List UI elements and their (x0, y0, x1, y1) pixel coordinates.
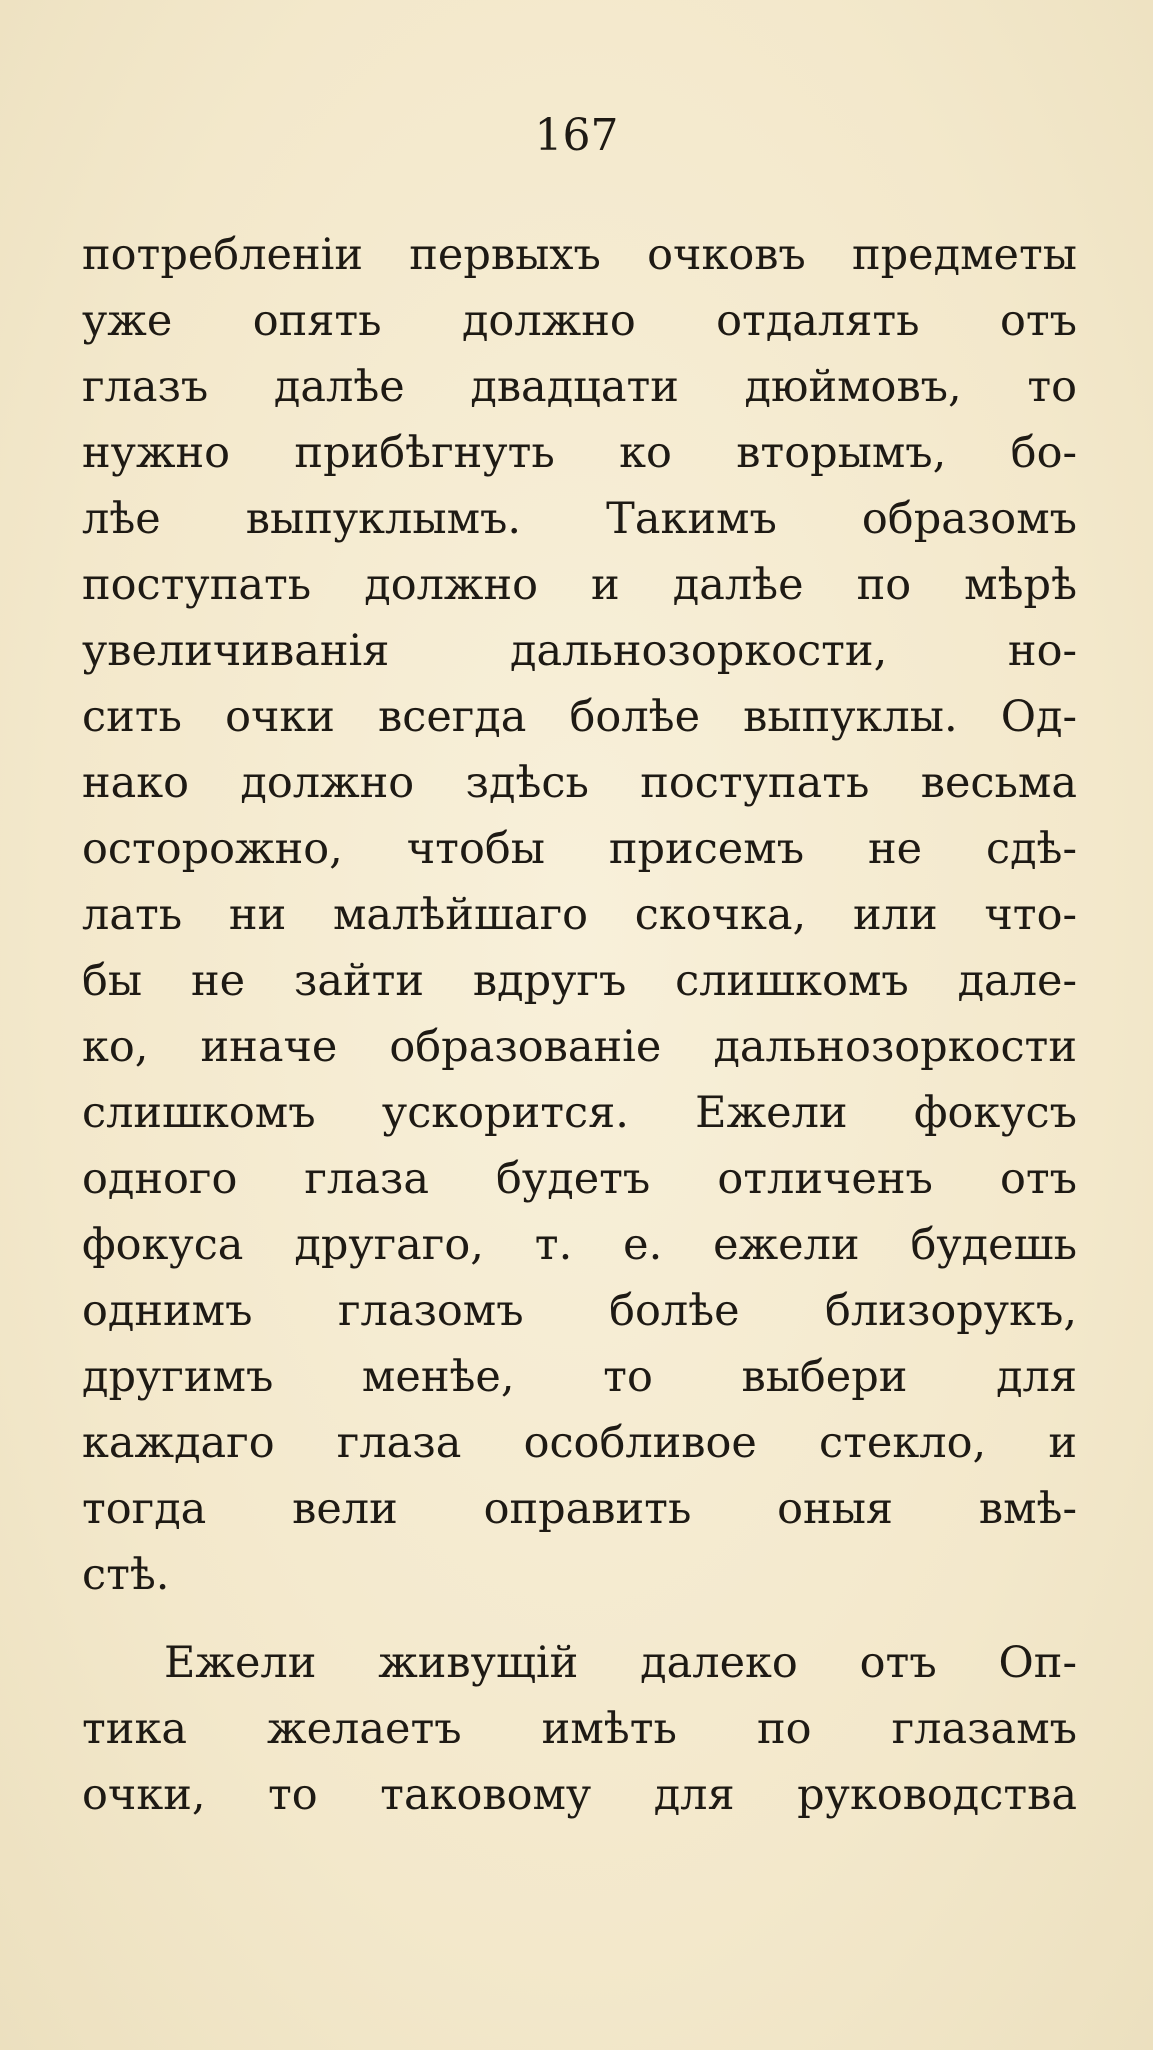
text-line: осторожно, чтобы присемъ не сдѣ- (82, 824, 1077, 874)
text-line: лать ни малѣйшаго скочка, или что- (82, 890, 1077, 940)
text-line: лѣе выпуклымъ. Такимъ образомъ (82, 494, 1077, 544)
text-line: стѣ. (82, 1550, 170, 1600)
text-line: уже опять должно отдалять отъ (82, 296, 1077, 346)
text-line: одного глаза будетъ отличенъ отъ (82, 1154, 1077, 1204)
text-line: ко, иначе образованіе дальнозоркости (82, 1022, 1077, 1072)
text-line: бы не зайти вдругъ слишкомъ дале- (82, 956, 1077, 1006)
text-line: сить очки всегда болѣе выпуклы. Од- (82, 692, 1077, 742)
text-line: каждаго глаза особливое стекло, и (82, 1418, 1077, 1468)
text-line: Ежели живущій далеко отъ Оп- (164, 1638, 1077, 1688)
page-number: 167 (534, 110, 619, 161)
text-line: слишкомъ ускорится. Ежели фокусъ (82, 1088, 1077, 1138)
text-line: поступать должно и далѣе по мѣрѣ (82, 560, 1077, 610)
text-line: глазъ далѣе двадцати дюймовъ, то (82, 362, 1077, 412)
text-line: фокуса другаго, т. е. ежели будешь (82, 1220, 1077, 1270)
text-line: нужно прибѣгнуть ко вторымъ, бо- (82, 428, 1077, 478)
paragraph-1 (82, 222, 1077, 1608)
paragraph-gap (82, 1608, 1077, 1630)
body-text (82, 222, 1077, 1828)
text-line: потребленіи первыхъ очковъ предметы (82, 230, 1077, 280)
text-line: очки, то таковому для руководства (82, 1770, 1077, 1820)
text-line: другимъ менѣе, то выбери для (82, 1352, 1077, 1402)
text-line: увеличиванія дальнозоркости, но- (82, 626, 1077, 676)
text-line: тогда вели оправить оныя вмѣ- (82, 1484, 1077, 1534)
paragraph-2 (82, 1630, 1077, 1828)
text-line: нако должно здѣсь поступать весьма (82, 758, 1077, 808)
text-line: тика желаетъ имѣть по глазамъ (82, 1704, 1077, 1754)
text-line: однимъ глазомъ болѣе близорукъ, (82, 1286, 1077, 1336)
